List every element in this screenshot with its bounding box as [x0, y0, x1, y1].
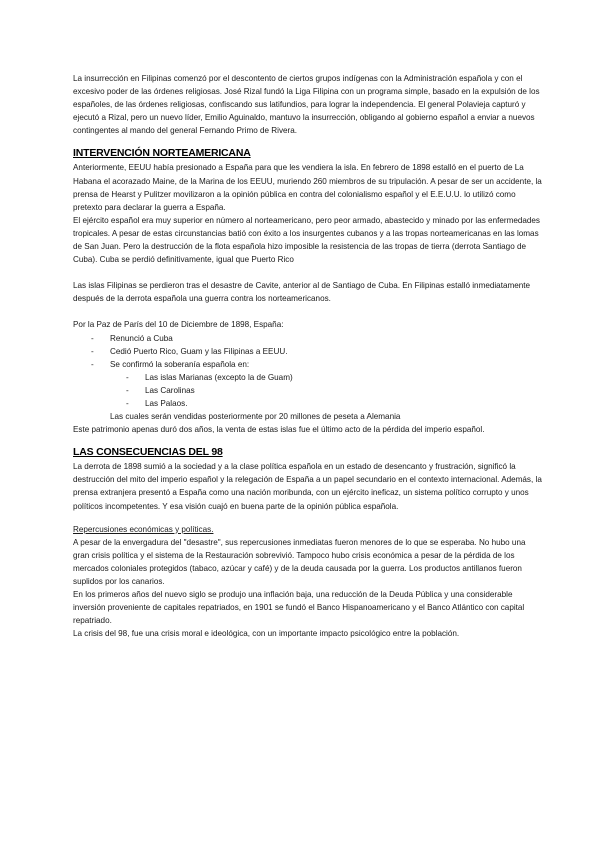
- paragraph-paz-paris: Por la Paz de París del 10 de Diciembre de 1898, España:: [73, 320, 284, 330]
- subheading-repercusiones: Repercusiones económicas y políticas.: [73, 524, 214, 534]
- final-line: Este patrimonio apenas duró dos años, la venta de estas islas fue el último acto de la pérdida del imperio español.: [73, 425, 485, 435]
- list-item: - Las Palaos.: [73, 397, 543, 410]
- list-item: - Las Carolinas: [73, 384, 543, 397]
- document-body: [73, 72, 543, 640]
- list-item: - Renunció a Cuba: [73, 332, 543, 345]
- paragraph-derrota: La derrota de 1898 sumió a la sociedad y a la clase política española en un estado de desencanto y frustración, significó la destrucción del mito del imperio español y la relegación de España a un papel secundario en el contexto internacional. Además, la prensa extranjera presentó a España como una nación moribunda, con un ejército ineficaz, un sistema político corrupto y unos políticos incompetentes. Y esa visión cuajó en buena parte de la opinión pública española.: [73, 462, 542, 511]
- paragraph-filipinas: Las islas Filipinas se perdieron tras el desastre de Cavite, anterior al de Santiago de Cuba. En Filipinas estalló inmediatamente después de la derrota española una guerra contra los norteamericanos.: [73, 281, 531, 304]
- list-item: - Se confirmó la soberanía española en:: [73, 358, 543, 371]
- islands-list: [73, 371, 543, 410]
- paragraph-ejercito: El ejército español era muy superior en número al norteamericano, pero peor armado, abastecido y minado por las enfermedades tropicales. A pesar de estas circunstancias batió con éxito a los insurgentes cubanos y a las tropas norteamericanas en las lomas de San Juan. Pero la destrucción de la flota española hizo imposible la resistencia de las tropas de tierra (derrota Santiago de Cuba). Cuba se perdió definitivamente, igual que Puerto Rico: [73, 215, 540, 265]
- intro-paragraph: La insurrección en Filipinas comenzó por el descontento de ciertos grupos indígenas con la Administración española y con el excesivo poder de las órdenes religiosas. José Rizal fundó la Liga Filipina con un programa simple, basado en la expulsión de los españoles, de las órdenes religiosas, confiscando sus latifundios, para lograr la independencia. El general Polavieja capturó y ejecutó a Rizal, pero un nuevo líder, Emilio Aguinaldo, mantuvo la insurrección, obligando al gobierno español a enviar a nuevos contingentes al mando del general Fernando Primo de Rivera.: [73, 74, 540, 136]
- list-item: - Cedió Puerto Rico, Guam y las Filipinas a EEUU.: [73, 345, 543, 358]
- paragraph-nuevo-siglo: En los primeros años del nuevo siglo se produjo una inflación baja, una reducción de la Deuda Pública y una considerable inversión proveniente de capitales repatriados, en 1901 se fundó el Banco Hispanoamericano y el Banco Atlántico con capital repatriado.: [73, 590, 525, 626]
- heading-intervencion: INTERVENCIÓN NORTEAMERICANA: [73, 147, 251, 160]
- list-item: - Las islas Marianas (excepto la de Guam): [73, 371, 543, 384]
- paragraph-envergadura: A pesar de la envergadura del "desastre", sus repercusiones inmediatas fueron menores de lo que se esperaba. No hubo una gran crisis política y el sistema de la Restauración sobrevivió. Tampoco hubo crisis económica a pesar de la pérdida de los mercados coloniales protegidos (tabaco, azúcar y café) y de la deuda causada por la guerra. Los productos antillanos fueron suplidos por los canarios.: [73, 537, 526, 586]
- treaty-list: [73, 332, 543, 371]
- paragraph-crisis-moral: La crisis del 98, fue una crisis moral e ideológica, con un importante impacto psicológico entre la población.: [73, 629, 460, 639]
- heading-consecuencias: LAS CONSECUENCIAS DEL 98: [73, 446, 223, 459]
- paragraph-maine: Anteriormente, EEUU había presionado a España para que les vendiera la isla. En febrero de 1898 estalló en el puerto de La Habana el acorazado Maine, de la Marina de los EEUU, muriendo 260 miembros de su tripulación. A pesar de ser un accidente, la prensa de Hearst y Pulitzer movilizaron a la opinión pública en contra del colonialismo español y el E.E.U.U. lo utilizó como pretexto para declarar la guerra a España.: [73, 163, 542, 212]
- sold-islands-line: Las cuales serán vendidas posteriormente por 20 millones de peseta a Alemania: [110, 412, 401, 422]
